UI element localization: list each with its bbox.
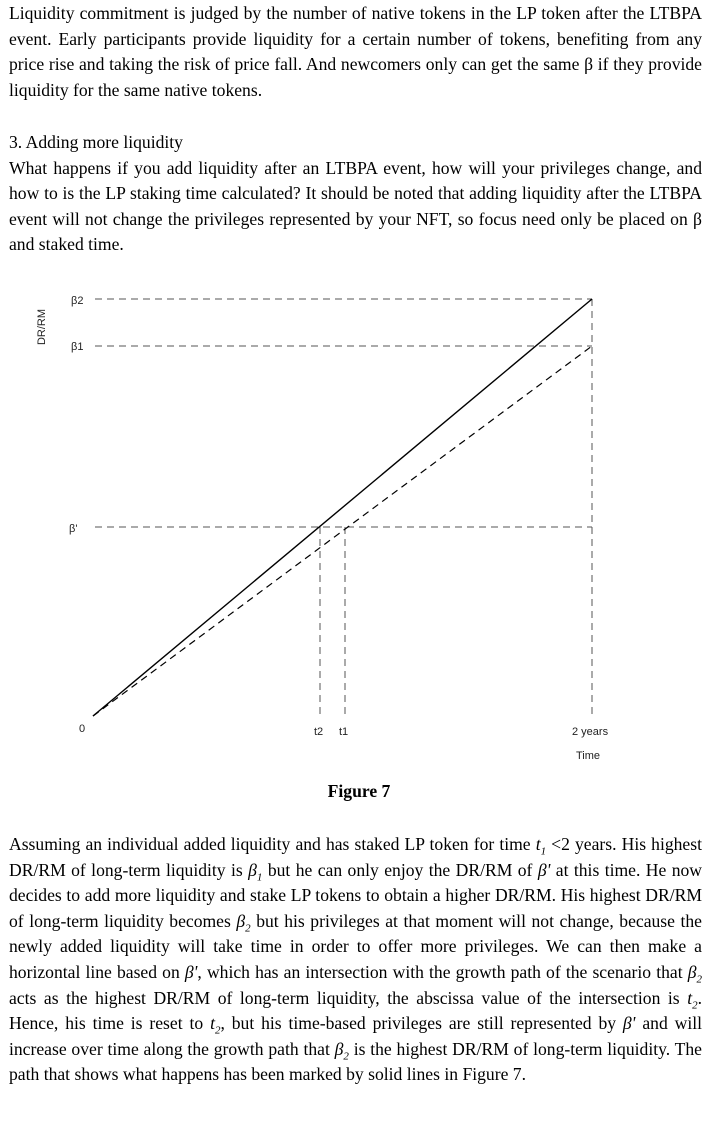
- math-t2: [210, 1013, 221, 1037]
- text-segment: , which has an intersection with the growth path of the scenario that: [197, 961, 688, 982]
- math-symbol: β: [248, 859, 257, 880]
- math-symbol: t: [535, 834, 541, 854]
- intro-text: Liquidity commitment is judged by the number of native tokens in the LP token after the LTBPA event. Early participants provide liquidity for a certain number of tokens, benefiting from any price rise and taking the risk of price fall. And newcomers only can get the same β if they provide liquidity for the same native tokens.: [9, 3, 702, 100]
- y-tick-beta2: β2: [71, 295, 84, 307]
- section-3: [9, 130, 702, 258]
- text-segment: acts as the highest DR/RM of long-term liquidity, the abscissa value of the intersection is: [9, 987, 688, 1008]
- math-beta2: [334, 1038, 349, 1063]
- section-3-text: What happens if you add liquidity after an LTBPA event, how will your privileges change, and how to is the LP staking time calculated? It should be noted that adding liquidity after the LTBPA event will not change the privileges represented by your NFT, so focus need only be placed on β and staked time.: [9, 157, 702, 255]
- math-beta-prime: β': [537, 859, 551, 880]
- math-subscript: 2: [696, 973, 702, 986]
- math-beta2: [687, 961, 702, 986]
- math-subscript: 1: [256, 871, 263, 884]
- y-tick-zero: 0: [79, 723, 86, 735]
- math-subscript: 2: [692, 999, 698, 1012]
- x-tick-2-years: 2 years: [572, 726, 609, 738]
- math-beta-prime: β': [622, 1013, 636, 1034]
- text-segment: at this time. He now decides to add more liquidity and stake LP tokens to obtain a higher DR/RM. His highest DR/RM of long-term liquidity becomes: [9, 859, 703, 931]
- text-segment: . Hence, his time is reset to: [9, 987, 702, 1034]
- explanation-text: [9, 832, 702, 1088]
- y-tick-beta-prime: β': [69, 523, 78, 535]
- text-segment: and will increase over time along the growth path that: [9, 1013, 702, 1059]
- math-t2: [687, 987, 698, 1012]
- text-segment: but his privileges at that moment will not change, because the newly added liquidity will take time in order to offer more privileges. We can then make a horizontal line based on: [9, 910, 702, 982]
- section-3-heading: 3. Adding more liquidity: [9, 132, 183, 152]
- y-axis-label: DR/RM: [36, 308, 48, 346]
- math-beta-prime: β': [184, 961, 198, 982]
- chart-svg: [0, 280, 718, 780]
- figure-7-chart: [0, 280, 718, 780]
- x-tick-t1: t1: [339, 726, 349, 738]
- y-tick-beta1: β1: [71, 341, 84, 353]
- math-subscript: 1: [540, 845, 547, 858]
- x-tick-t2: t2: [314, 726, 324, 738]
- math-symbol: t: [210, 1013, 215, 1034]
- math-symbol: β: [334, 1038, 344, 1059]
- figure-caption: Figure 7: [327, 781, 391, 801]
- explanation-paragraph: [9, 832, 702, 1088]
- x-axis-label: Time: [576, 750, 601, 762]
- math-beta1: [248, 859, 263, 884]
- math-beta2: [236, 910, 251, 935]
- text-segment: is the highest DR/RM of long-term liquidity. The path that shows what happens has been marked by solid lines in Figure 7.: [9, 1038, 702, 1085]
- text-segment: <2 years. His highest DR/RM of long-term liquidity is: [9, 834, 702, 880]
- math-subscript: 2: [245, 922, 251, 935]
- math-symbol: β: [687, 961, 697, 982]
- math-subscript: 2: [214, 1024, 221, 1037]
- math-symbol: β: [236, 910, 246, 931]
- series-solid-beta2: [93, 299, 592, 716]
- text-segment: Assuming an individual added liquidity and has staked LP token for time: [9, 834, 536, 854]
- intro-paragraph: [9, 1, 702, 103]
- math-subscript: 2: [343, 1050, 349, 1063]
- series-dashed-beta1: [93, 346, 592, 716]
- text-segment: but he can only enjoy the DR/RM of: [262, 859, 538, 880]
- math-t1: [535, 834, 547, 858]
- text-segment: , but his time-based privileges are still represented by: [220, 1013, 623, 1034]
- math-symbol: t: [687, 987, 693, 1008]
